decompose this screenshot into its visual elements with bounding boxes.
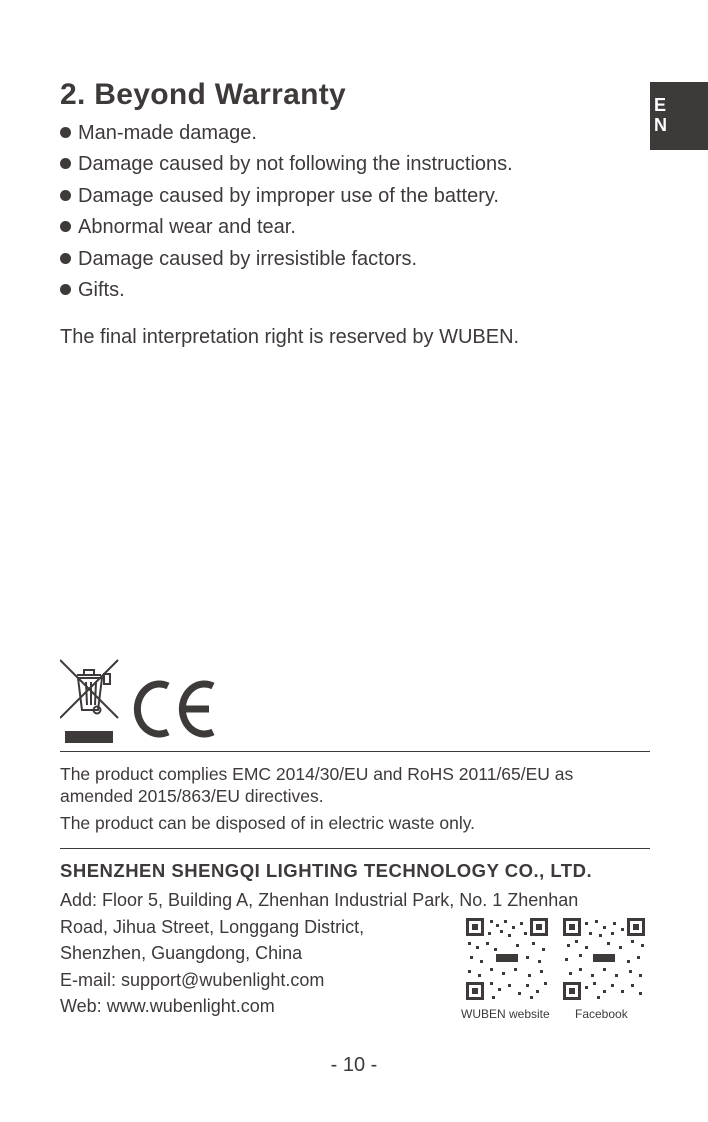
bullet-icon [60,127,71,138]
list-item: Man-made damage. [60,118,513,149]
divider [60,848,650,849]
section-title: 2. Beyond Warranty [60,78,347,111]
qr-label: WUBEN website [461,1007,550,1021]
bullet-icon [60,221,71,232]
language-letter: E [654,95,667,115]
final-note: The final interpretation right is reserved by WUBEN. [60,326,520,348]
list-item: Abnormal wear and tear. [60,212,513,243]
list-item: Damage caused by improper use of the battery. [60,181,513,212]
compliance-text: The product complies EMC 2014/30/EU and RoHS 2011/65/EU as amended 2015/863/EU directives. [60,764,574,806]
email-text: E-mail: support@wubenlight.com [60,969,325,990]
bullet-icon [60,190,71,201]
bullet-icon [60,158,71,169]
company-name: SHENZHEN SHENGQI LIGHTING TECHNOLOGY CO., LTD. [60,860,593,881]
weee-crossed-bin-icon [60,660,118,743]
facebook-qr-code[interactable] [563,918,645,1000]
exclusion-list [60,118,513,306]
language-tab [650,82,708,150]
list-item: Gifts. [60,275,513,306]
web-text: Web: www.wubenlight.com [60,996,275,1017]
qr-label: Facebook [575,1007,628,1021]
compliance-statement [60,763,650,834]
divider [60,751,650,752]
bullet-icon [60,253,71,264]
list-item: Damage caused by not following the instructions. [60,149,513,180]
website-qr-code[interactable] [466,918,548,1000]
ce-mark-icon [137,684,213,734]
disposal-text: The product can be disposed of in electric waste only. [60,813,476,833]
address-line: Shenzhen, Guangdong, China [60,943,303,964]
address-line: Add: Floor 5, Building A, Zhenhan Industrial Park, No. 1 Zhenhan [60,890,579,910]
address-line: Road, Jihua Street, Longgang District, [60,916,365,937]
certification-symbols [60,658,230,744]
bullet-icon [60,284,71,295]
page-number: - 10 - [330,1054,378,1076]
list-item: Damage caused by irresistible factors. [60,244,513,275]
language-letter: N [654,115,667,135]
